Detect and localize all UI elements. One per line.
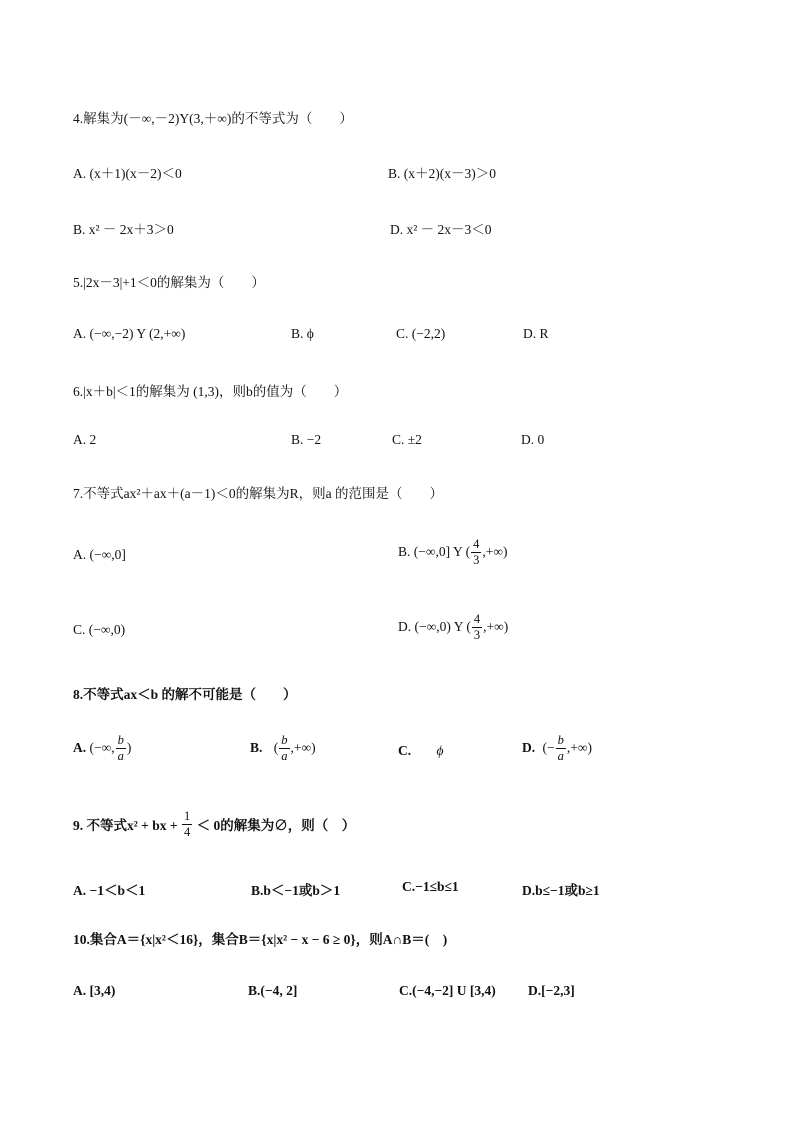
question-10-stem: 10.集合A＝{x|x²＜16}，集合B＝{x|x² − x − 6 ≥ 0}，则A∩B＝( ) — [73, 932, 448, 947]
question-9-option-c: C.−1≤b≤1 — [402, 879, 459, 894]
fraction-b-over-a — [279, 734, 289, 762]
fraction-denominator: a — [117, 748, 124, 763]
question-10-option-b: B.(−4, 2] — [248, 983, 298, 998]
question-7-option-b-suffix: ,+∞) — [482, 544, 508, 559]
fraction-numerator: 4 — [473, 537, 480, 551]
question-6-option-c: C. ±2 — [392, 432, 422, 447]
question-6-option-a: A. 2 — [73, 432, 97, 447]
question-7-stem: 7.不等式ax²＋ax＋(a－1)＜0的解集为R，则a 的范围是（ ） — [73, 486, 444, 501]
question-5-option-a: A. (−∞,−2) Y (2,+∞) — [73, 326, 186, 341]
question-8-option-c — [398, 743, 444, 759]
question-7-option-b-prefix: B. (−∞,0] Y ( — [398, 544, 471, 559]
option-label: D. — [522, 740, 536, 755]
question-5-stem: 5.|2x－3|+1＜0的解集为（ ） — [73, 275, 265, 290]
question-9-stem-left: 9. 不等式x² + bx + — [73, 818, 181, 833]
interval-right: ,+∞) — [566, 740, 592, 755]
fraction-denominator: 3 — [473, 552, 480, 567]
fraction-numerator: 1 — [183, 809, 191, 823]
fraction-denominator: a — [557, 748, 564, 763]
question-9-option-b: B.b＜−1或b＞1 — [251, 883, 341, 898]
fraction-b-over-a — [556, 734, 566, 762]
fraction-denominator: 3 — [473, 627, 481, 642]
question-7-option-b — [398, 538, 507, 566]
interval-left: ( — [273, 740, 279, 755]
question-5-option-d: D. R — [523, 326, 549, 341]
question-4-option-c: B. x² － 2x＋3＞0 — [73, 222, 174, 237]
interval-right: ,+∞) — [290, 740, 316, 755]
question-10-option-d: D.[−2,3] — [528, 983, 575, 998]
fraction-one-quarter — [182, 810, 192, 838]
question-6-stem: 6.|x＋b|＜1的解集为 (1,3)，则b的值为（ ） — [73, 384, 348, 399]
question-7-option-d — [398, 613, 508, 641]
fraction-numerator: b — [117, 733, 124, 747]
question-7-option-a: A. (−∞,0] — [73, 547, 126, 562]
question-6-option-b: B. −2 — [291, 432, 322, 447]
question-8-option-b — [250, 734, 316, 762]
question-7-option-b-fraction — [471, 538, 481, 566]
question-4-option-b: B. (x＋2)(x－3)＞0 — [388, 166, 496, 181]
question-7-option-d-suffix: ,+∞) — [483, 619, 509, 634]
question-8-stem: 8.不等式ax＜b 的解不可能是（ ） — [73, 687, 297, 702]
interval-left: (−∞, — [89, 740, 115, 755]
fraction-numerator: 4 — [473, 612, 481, 626]
option-label: B. — [250, 740, 263, 755]
question-9-stem-right: ＜ 0的解集为∅，则（ ） — [193, 818, 356, 833]
question-6-option-d: D. 0 — [521, 432, 545, 447]
fraction-denominator: 4 — [183, 824, 191, 839]
question-4-stem: 4.解集为(－∞,－2)Y(3,＋∞)的不等式为（ ） — [73, 111, 353, 126]
question-10-option-c: C.(−4,−2] U [3,4) — [399, 983, 496, 998]
fraction-numerator: b — [557, 733, 564, 747]
question-9-stem — [73, 810, 355, 838]
question-7-option-d-prefix: D. (−∞,0) Y ( — [398, 619, 471, 634]
question-8-option-d — [522, 734, 592, 762]
question-5-option-c: C. (−2,2) — [396, 326, 446, 341]
question-10-option-a: A. [3,4) — [73, 983, 116, 998]
interval-left: (− — [542, 740, 555, 755]
option-label: A. — [73, 740, 87, 755]
fraction-numerator: b — [281, 733, 288, 747]
empty-set-symbol: ϕ — [436, 743, 444, 758]
fraction-b-over-a — [116, 734, 126, 762]
question-7-option-c: C. (−∞,0) — [73, 622, 126, 637]
question-7-option-d-fraction — [472, 613, 482, 641]
option-label: C. — [398, 743, 412, 758]
question-5-option-b: B. ϕ — [291, 326, 314, 341]
question-4-option-a: A. (x＋1)(x－2)＜0 — [73, 166, 182, 181]
question-9-option-a: A. −1＜b＜1 — [73, 883, 146, 898]
question-4-option-d: D. x² － 2x－3＜0 — [390, 222, 492, 237]
interval-right: ) — [126, 740, 132, 755]
question-8-option-a — [73, 734, 131, 762]
question-9-option-d: D.b≤−1或b≥1 — [522, 883, 600, 898]
fraction-denominator: a — [281, 748, 288, 763]
